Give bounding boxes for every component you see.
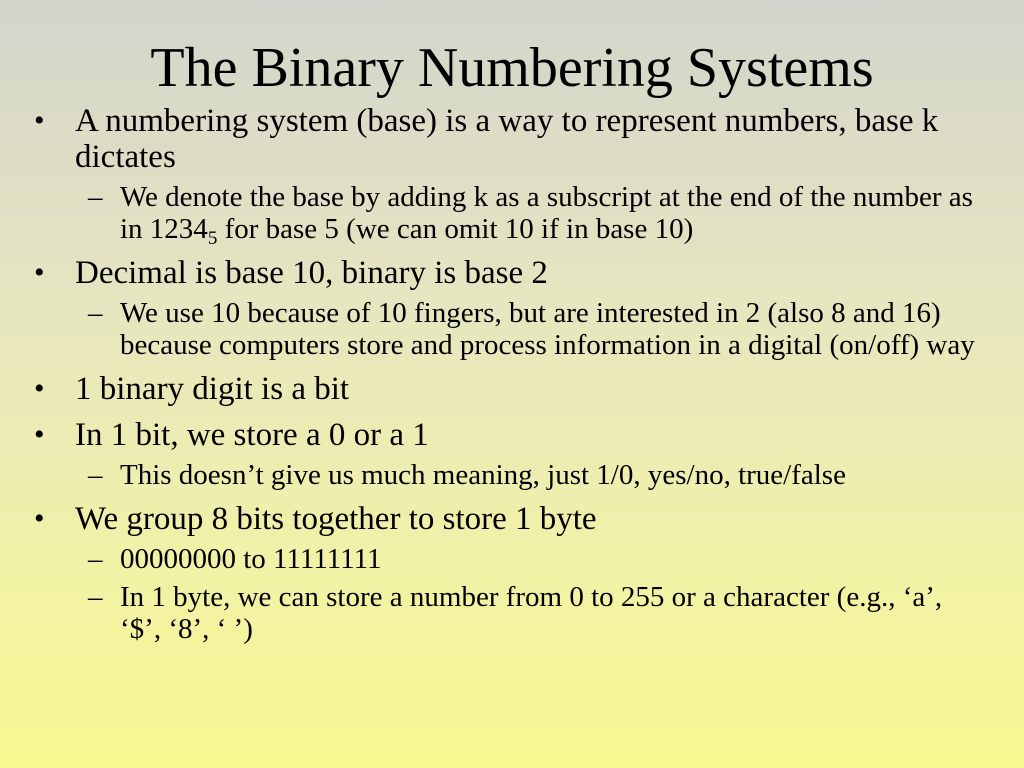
sub-bullet-marker: – [88,459,103,491]
sub-bullet-text: We use 10 because of 10 fingers, but are interested in 2 (also 8 and 16) because computers store and process information in a digital (on/off) way [120,297,975,361]
bullet-text: We group 8 bits together to store 1 byte [75,501,597,537]
text-after-subscript: for base 5 (we can omit 10 if in base 10) [217,213,694,245]
sub-bullet-item [0,543,1024,575]
bullet-text: In 1 bit, we store a 0 or a 1 [75,417,429,453]
sub-bullet-item [0,459,1024,491]
sub-bullet-text: 00000000 to 11111111 [120,543,382,575]
bullet-text: A numbering system (base) is a way to represent numbers, base k dictates [75,103,939,175]
subscript: 5 [207,228,218,249]
bullet-text: Decimal is base 10, binary is base 2 [75,255,548,291]
sub-bullet-marker: – [88,543,103,575]
bullet-item [0,371,1024,407]
sub-bullet-item [0,581,1024,645]
bullet-marker: • [34,104,45,137]
bullet-marker: • [34,418,45,451]
sub-bullet-marker: – [88,581,103,613]
sub-bullet-marker: – [88,181,103,213]
slide-title: The Binary Numbering Systems [150,37,874,99]
sub-bullet-item [0,181,1024,249]
bullet-marker: • [34,502,45,535]
bullet-text: 1 binary digit is a bit [75,371,350,407]
bullet-item [0,417,1024,453]
sub-bullet-text: This doesn’t give us much meaning, just 1/0, yes/no, true/false [120,459,846,491]
bullet-item [0,255,1024,291]
sub-bullet-marker: – [88,297,103,329]
sub-bullet-item [0,297,1024,361]
sub-bullet-text [120,181,973,249]
bullet-list [0,103,1024,645]
sub-bullet-text: In 1 byte, we can store a number from 0 to 255 or a character (e.g., ‘a’, ‘$’, ‘8’, ‘ ’) [120,581,943,645]
text-before-subscript: We denote the base by adding k as a subscript at the end of the number as in 1234 [120,181,973,245]
bullet-item [0,501,1024,537]
bullet-marker: • [34,372,45,405]
bullet-item [0,103,1024,175]
bullet-marker: • [34,256,45,289]
